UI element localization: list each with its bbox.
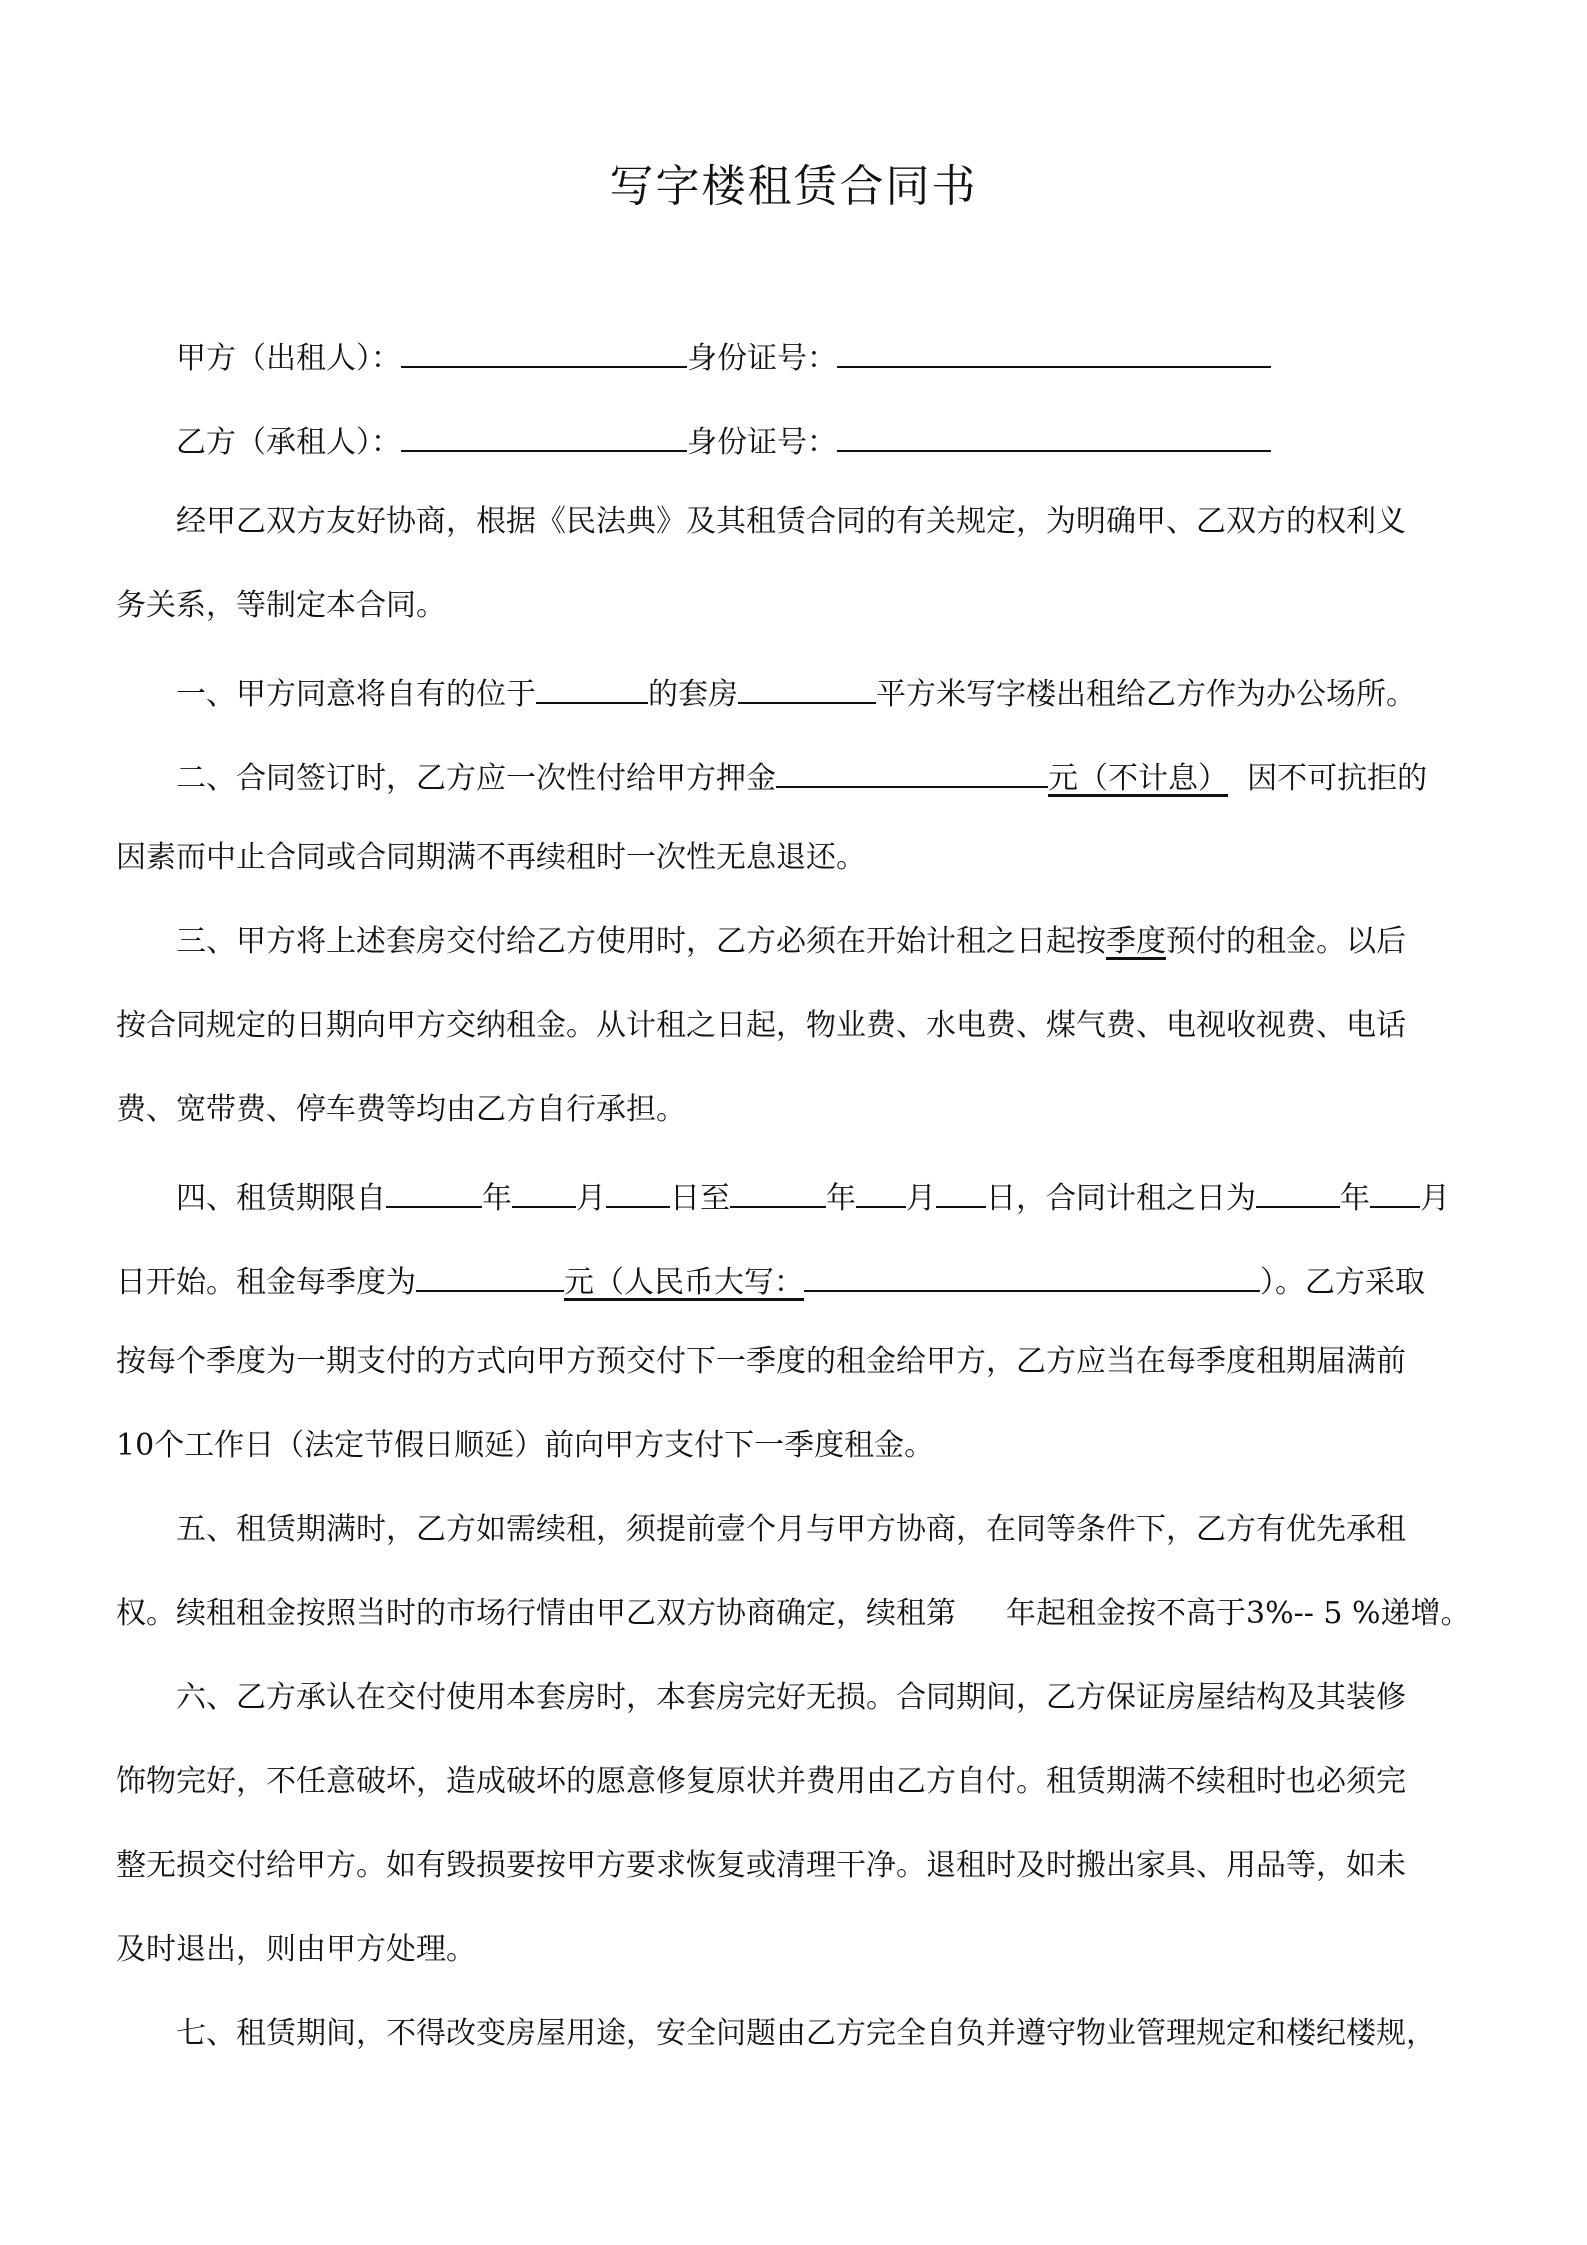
clause-1: [176, 668, 1476, 717]
intro-line-1: 经甲乙双方友好协商，根据《民法典》及其租赁合同的有关规定，为明确甲、乙双方的权利义: [176, 504, 1406, 539]
clause-2-b: 元（不计息）: [1048, 761, 1228, 796]
clause-4-month-1: 月: [576, 1181, 606, 1216]
clause-4-line-4: 10个工作日（法定节假日顺延）前向甲方支付下一季度租金。: [116, 1428, 935, 1463]
clause-4-line-2: [116, 1256, 1476, 1305]
party-b-id-blank[interactable]: [837, 416, 1271, 452]
clause-4-year-2: 年: [826, 1181, 856, 1216]
clause-5-line-1: 五、租赁期满时，乙方如需续租，须提前壹个月与甲方协商，在同等条件下，乙方有优先承租: [176, 1512, 1406, 1547]
area-blank[interactable]: [738, 668, 876, 704]
end-year-blank[interactable]: [730, 1172, 826, 1208]
party-a-line: [176, 332, 1476, 381]
clause-3-line-2: 按合同规定的日期向甲方交纳租金。从计租之日起，物业费、水电费、煤气费、电视收视费、电话: [116, 1008, 1406, 1043]
clause-2-line-2: 因素而中止合同或合同期满不再续租时一次性无息退还。: [116, 840, 866, 875]
clause-3-b: 季度: [1106, 924, 1166, 959]
clause-5-line-2: [116, 1592, 1476, 1636]
clause-4-year-3: 年: [1340, 1181, 1370, 1216]
clause-3-c: 预付的租金。以后: [1166, 924, 1406, 959]
clause-2-line-1: [176, 752, 1476, 801]
end-day-blank[interactable]: [936, 1172, 986, 1208]
clause-6-line-3: 整无损交付给甲方。如有毁损要按甲方要求恢复或清理干净。退租时及时搬出家具、用品等，如未: [116, 1848, 1406, 1883]
deposit-blank[interactable]: [776, 752, 1048, 788]
clause-3-line-3: 费、宽带费、停车费等均由乙方自行承担。: [116, 1092, 686, 1127]
clause-6-line-2: 饰物完好，不任意破坏，造成破坏的愿意修复原状并费用由乙方自付。租赁期满不续租时也必须完: [116, 1764, 1406, 1799]
clause-5-line2-b: 年起租金按不高于3%-- 5 %递增。: [1006, 1596, 1471, 1631]
party-a-name-blank[interactable]: [401, 332, 687, 368]
rent-in-words-blank[interactable]: [804, 1256, 1260, 1292]
clause-4-line-1: [176, 1172, 1476, 1221]
quarterly-rent-blank[interactable]: [416, 1256, 564, 1292]
clause-4-dayto: 日至: [670, 1181, 730, 1216]
party-a-label: 甲方（出租人）：: [176, 341, 401, 376]
clause-3-line-1: [176, 920, 1476, 964]
intro-line-2: 务关系，等制定本合同。: [116, 588, 446, 623]
clause-4-line2-b: 元（人民币大写：: [564, 1265, 804, 1300]
clause-4-a: 四、租赁期限自: [176, 1181, 386, 1216]
clause-7-line-1: 七、租赁期间，不得改变房屋用途，安全问题由乙方完全自负并遵守物业管理规定和楼纪楼规，: [176, 2016, 1436, 2051]
clause-6-line-4: 及时退出，则由甲方处理。: [116, 1932, 476, 1967]
document-title: 写字楼租赁合同书: [609, 161, 978, 212]
start-day-blank[interactable]: [606, 1172, 670, 1208]
party-b-id-label: 身份证号：: [687, 425, 837, 460]
party-a-id-blank[interactable]: [837, 332, 1271, 368]
clause-4-month-2: 月: [906, 1181, 936, 1216]
clause-1-b: 的套房: [648, 677, 738, 712]
clause-6-line-1: 六、乙方承认在交付使用本套房时，本套房完好无损。合同期间，乙方保证房屋结构及其装修: [176, 1680, 1406, 1715]
rent-start-year-blank[interactable]: [1256, 1172, 1340, 1208]
clause-3-a: 三、甲方将上述套房交付给乙方使用时，乙方必须在开始计租之日起按: [176, 924, 1106, 959]
location-blank[interactable]: [536, 668, 648, 704]
clause-4-month-3: 月: [1420, 1181, 1450, 1216]
party-b-label: 乙方（承租人）：: [176, 425, 401, 460]
clause-1-c: 平方米写字楼出租给乙方作为办公场所。: [876, 677, 1416, 712]
clause-5-line2-a: 权。续租租金按照当时的市场行情由甲乙双方协商确定，续租第: [116, 1596, 956, 1631]
end-month-blank[interactable]: [856, 1172, 906, 1208]
party-b-name-blank[interactable]: [401, 416, 687, 452]
clause-2-c: 因不可抗拒的: [1228, 761, 1428, 796]
party-a-id-label: 身份证号：: [687, 341, 837, 376]
clause-1-a: 一、甲方同意将自有的位于: [176, 677, 536, 712]
party-b-line: [176, 416, 1476, 465]
start-month-blank[interactable]: [512, 1172, 576, 1208]
clause-4-day: 日，合同计租之日为: [986, 1181, 1256, 1216]
rent-start-month-blank[interactable]: [1370, 1172, 1420, 1208]
clause-4-year-1: 年: [482, 1181, 512, 1216]
clause-4-line2-a: 日开始。租金每季度为: [116, 1265, 416, 1300]
clause-4-line-3: 按每个季度为一期支付的方式向甲方预交付下一季度的租金给甲方，乙方应当在每季度租期届满前: [116, 1344, 1406, 1379]
clause-2-a: 二、合同签订时，乙方应一次性付给甲方押金: [176, 761, 776, 796]
start-year-blank[interactable]: [386, 1172, 482, 1208]
clause-4-line2-c: ）。乙方采取: [1260, 1265, 1425, 1300]
